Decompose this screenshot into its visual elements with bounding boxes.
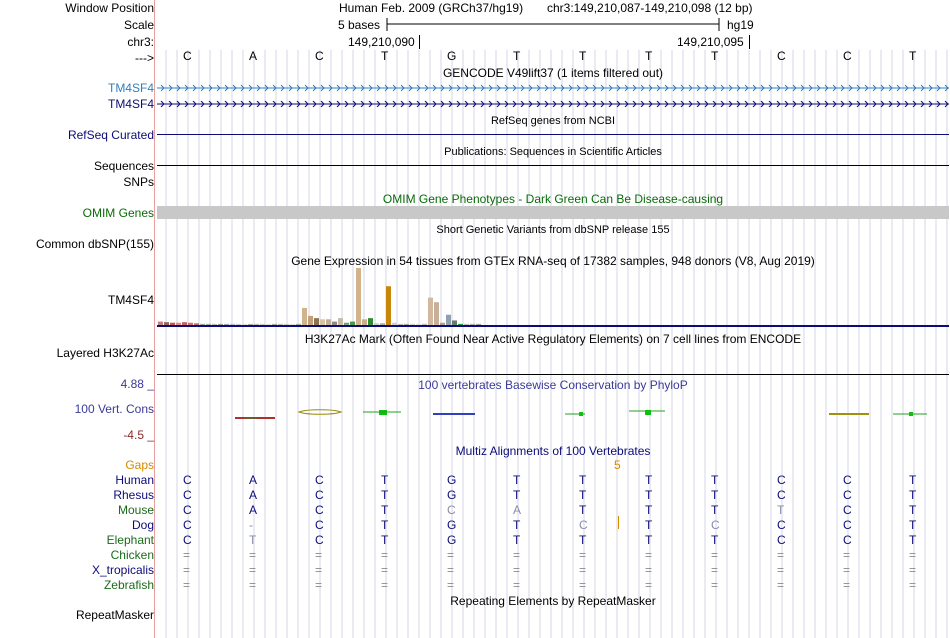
aligned-base: C (843, 518, 852, 532)
aligned-base: = (447, 563, 455, 577)
reference-base: G (447, 49, 457, 63)
gencode-track-label-1[interactable]: TM4SF4 (107, 81, 154, 95)
omim-label[interactable]: OMIM Genes (82, 206, 154, 220)
aligned-base: = (381, 548, 389, 562)
aligned-base: = (645, 548, 653, 562)
species-label[interactable]: Chicken (110, 548, 154, 562)
gtex-tissue-bar (176, 323, 181, 325)
aligned-base: T (711, 533, 719, 547)
species-label[interactable]: Dog (131, 518, 154, 532)
aligned-base: = (777, 578, 785, 592)
aligned-base: C (315, 518, 324, 532)
gtex-tissue-bar (452, 320, 457, 325)
aligned-base: T (711, 488, 719, 502)
gtex-tissue-bar (236, 324, 241, 325)
gaps-label: Gaps (125, 458, 154, 472)
aligned-base: T (579, 533, 587, 547)
gtex-tissue-bar (446, 315, 451, 325)
gtex-tissue-bar (266, 324, 271, 325)
gtex-tissue-bar (182, 322, 187, 325)
aligned-base: G (447, 533, 457, 547)
aligned-base: = (579, 578, 587, 592)
phylop-max: 4.88 _ (120, 377, 154, 391)
publications-title[interactable]: Publications: Sequences in Scientific Articles (444, 146, 662, 158)
window-position-label: Window Position (65, 1, 154, 15)
gtex-tissue-bar (254, 324, 259, 325)
reference-base: T (579, 49, 587, 63)
aligned-base: C (843, 503, 852, 517)
reference-base: C (183, 49, 192, 63)
aligned-base: = (249, 548, 257, 562)
gtex-tissue-bar (188, 323, 193, 325)
aligned-base: T (381, 533, 389, 547)
aligned-base: = (711, 563, 719, 577)
aligned-base: T (909, 533, 917, 547)
gtex-tissue-bar (416, 324, 421, 325)
aligned-base: = (315, 548, 323, 562)
aligned-base: = (777, 563, 785, 577)
repeatmasker-label[interactable]: RepeatMasker (75, 608, 154, 622)
reference-base: T (513, 49, 521, 63)
aligned-base: = (381, 563, 389, 577)
gtex-tissue-bar (320, 319, 325, 325)
aligned-base: A (249, 503, 258, 517)
aligned-base: = (711, 578, 719, 592)
gtex-tissue-bar (344, 323, 349, 325)
gtex-tissue-bar (476, 324, 481, 325)
gtex-tissue-bar (386, 286, 391, 325)
aligned-base: T (645, 518, 653, 532)
aligned-base: T (579, 503, 587, 517)
refseq-title[interactable]: RefSeq genes from NCBI (490, 115, 616, 127)
reference-base: C (315, 49, 324, 63)
aligned-base: T (513, 473, 521, 487)
gtex-tissue-bar (308, 316, 313, 325)
gtex-tissue-bar (464, 324, 469, 325)
gtex-tissue-bar (380, 323, 385, 325)
aligned-base: T (249, 533, 257, 547)
scale-db: hg19 (727, 18, 754, 32)
aligned-base: = (183, 578, 191, 592)
aligned-base: = (381, 578, 389, 592)
dbsnp-label[interactable]: Common dbSNP(155) (35, 237, 154, 251)
aligned-base: C (183, 533, 192, 547)
aligned-base: T (381, 518, 389, 532)
aligned-base: C (777, 488, 786, 502)
aligned-base: C (843, 488, 852, 502)
aligned-base: = (183, 563, 191, 577)
gtex-expression-chart[interactable] (157, 268, 949, 330)
aligned-base: T (909, 503, 917, 517)
h3k27ac-baseline (157, 374, 949, 375)
aligned-base: = (909, 578, 917, 592)
publications-line[interactable] (157, 165, 949, 166)
scale-size-label: 5 bases (338, 18, 381, 32)
phylop-min: -4.5 _ (123, 428, 154, 442)
refseq-gene-line[interactable] (157, 134, 949, 135)
gtex-tissue-bar (398, 324, 403, 325)
chrom-tick-left (419, 35, 420, 49)
gtex-tissue-bar (392, 323, 397, 325)
gtex-tissue-bar (290, 324, 295, 325)
aligned-base: = (843, 548, 851, 562)
aligned-base: = (513, 578, 521, 592)
aligned-base: T (711, 473, 719, 487)
gtex-tissue-bar (434, 302, 439, 325)
aligned-base: T (381, 473, 389, 487)
gtex-tissue-bar (278, 324, 283, 325)
gtex-tissue-bar (314, 318, 319, 325)
species-label[interactable]: X_tropicalis (91, 563, 154, 577)
aligned-base: C (843, 473, 852, 487)
aligned-base: T (645, 473, 653, 487)
aligned-base: = (843, 578, 851, 592)
gtex-tissue-bar (302, 308, 307, 325)
aligned-base: A (513, 503, 522, 517)
aligned-base: = (843, 563, 851, 577)
reference-base: T (381, 49, 389, 63)
chrom-label: chr3: (127, 35, 154, 49)
gtex-tissue-bar (422, 324, 427, 325)
gtex-tissue-bar (260, 324, 265, 325)
aligned-base: T (909, 488, 917, 502)
species-label[interactable]: Zebrafish (103, 578, 154, 592)
aligned-base: C (447, 503, 456, 517)
gtex-tissue-bar (332, 322, 337, 325)
h3k27ac-title[interactable]: H3K27Ac Mark (Often Found Near Active Regulatory Elements) on 7 cell lines from ENCODE (304, 332, 802, 346)
gtex-tissue-bar (458, 324, 463, 325)
aligned-base: = (447, 548, 455, 562)
gtex-tissue-bar (164, 322, 169, 325)
reference-base: C (843, 49, 852, 63)
aligned-base: G (447, 473, 457, 487)
aligned-base: T (777, 503, 785, 517)
species-label[interactable]: Mouse (117, 503, 154, 517)
gencode-title[interactable]: GENCODE V49lift37 (1 items filtered out) (442, 66, 664, 80)
aligned-base: C (183, 518, 192, 532)
aligned-base: T (381, 488, 389, 502)
reference-base: T (711, 49, 719, 63)
gtex-tissue-bar (356, 268, 361, 325)
gtex-tissue-bar (440, 323, 445, 325)
gtex-tissue-bar (284, 324, 289, 325)
gtex-tissue-bar (404, 324, 409, 325)
aligned-base: T (381, 503, 389, 517)
gtex-tissue-bar (470, 324, 475, 325)
reference-base: T (909, 49, 917, 63)
species-label[interactable]: Elephant (106, 533, 154, 547)
omim-phenotype-bar[interactable] (157, 206, 949, 219)
gtex-tissue-bar (224, 324, 229, 325)
scale-label: Scale (123, 18, 154, 32)
gtex-tissue-bar (194, 323, 199, 325)
snps-label[interactable]: SNPs (123, 175, 154, 189)
aligned-base: = (645, 563, 653, 577)
gtex-tissue-bar (170, 323, 175, 325)
scale-bar (386, 16, 721, 34)
omim-title[interactable]: OMIM Gene Phenotypes - Dark Green Can Be Disease-causing (382, 192, 724, 206)
aligned-base: C (777, 518, 786, 532)
reference-base: A (249, 49, 258, 63)
aligned-base: = (249, 563, 257, 577)
aligned-base: T (711, 503, 719, 517)
gtex-tissue-bar (242, 324, 247, 325)
gtex-label[interactable]: TM4SF4 (107, 293, 154, 307)
aligned-base: = (183, 548, 191, 562)
publications-label[interactable]: Sequences (93, 159, 154, 173)
aligned-base: G (447, 488, 457, 502)
aligned-base: T (645, 503, 653, 517)
aligned-base: T (645, 533, 653, 547)
aligned-base: = (249, 578, 257, 592)
reference-base: T (645, 49, 653, 63)
position-range[interactable]: chr3:149,210,087-149,210,098 (12 bp) (547, 1, 753, 15)
aligned-base: T (909, 473, 917, 487)
gap-insertion-marker[interactable] (618, 516, 619, 529)
gtex-tissue-bar (272, 324, 277, 325)
repeatmasker-title[interactable]: Repeating Elements by RepeatMasker (450, 594, 656, 608)
aligned-base: C (315, 503, 324, 517)
gencode-transcript-2[interactable] (157, 99, 949, 109)
gtex-tissue-bar (362, 319, 367, 325)
gencode-track-label-2[interactable]: TM4SF4 (107, 97, 154, 111)
reference-base: C (777, 49, 786, 63)
aligned-base: C (579, 518, 588, 532)
aligned-base: T (513, 518, 521, 532)
aligned-base: C (777, 533, 786, 547)
aligned-base: = (513, 548, 521, 562)
aligned-base: C (183, 473, 192, 487)
gtex-tissue-bar (158, 322, 163, 325)
aligned-base: G (447, 518, 457, 532)
h3k27ac-label[interactable]: Layered H3K27Ac (56, 346, 154, 360)
assembly-name: Human Feb. 2009 (GRCh37/hg19) (339, 1, 524, 15)
chrom-pos-right: 149,210,095 (677, 35, 744, 49)
refseq-label[interactable]: RefSeq Curated (67, 128, 154, 142)
aligned-base: C (315, 488, 324, 502)
gencode-transcript-1[interactable] (157, 83, 949, 93)
aligned-base: T (513, 533, 521, 547)
gtex-tissue-bar (200, 324, 205, 325)
gtex-tissue-bar (230, 324, 235, 325)
multiz-title[interactable]: Multiz Alignments of 100 Vertebrates (455, 444, 651, 458)
gtex-tissue-bar (248, 324, 253, 325)
aligned-base: = (711, 548, 719, 562)
aligned-base: = (909, 548, 917, 562)
aligned-base: C (315, 473, 324, 487)
aligned-base: = (645, 578, 653, 592)
gtex-tissue-bar (212, 324, 217, 325)
dbsnp-title[interactable]: Short Genetic Variants from dbSNP release 155 (436, 224, 670, 236)
aligned-base: C (777, 473, 786, 487)
aligned-base: = (447, 578, 455, 592)
aligned-base: = (513, 563, 521, 577)
aligned-base: T (513, 488, 521, 502)
aligned-base: C (183, 488, 192, 502)
aligned-base: T (645, 488, 653, 502)
gtex-tissue-bar (296, 324, 301, 325)
chrom-tick-right (749, 35, 750, 49)
phylop-title[interactable]: 100 vertebrates Basewise Conservation by PhyloP (418, 378, 688, 392)
chrom-pos-left: 149,210,090 (348, 35, 415, 49)
gtex-tissue-bar (368, 318, 373, 325)
gtex-tissue-bar (218, 324, 223, 325)
aligned-base: C (711, 518, 720, 532)
strand-label: ---> (135, 51, 154, 65)
aligned-base: A (249, 473, 258, 487)
aligned-base: = (579, 563, 587, 577)
gtex-tissue-bar (206, 324, 211, 325)
aligned-base: - (249, 518, 253, 532)
aligned-base: C (315, 533, 324, 547)
aligned-base: T (579, 488, 587, 502)
aligned-base: = (315, 578, 323, 592)
phylop-signal[interactable] (157, 406, 949, 422)
aligned-base: = (579, 548, 587, 562)
aligned-base: C (843, 533, 852, 547)
gtex-tissue-bar (326, 319, 331, 325)
gtex-tissue-bar (350, 322, 355, 325)
species-label[interactable]: Human (115, 473, 154, 487)
aligned-base: A (249, 488, 258, 502)
species-label[interactable]: Rhesus (113, 488, 154, 502)
phylop-label[interactable]: 100 Vert. Cons (74, 402, 154, 416)
aligned-base: T (909, 518, 917, 532)
aligned-base: T (579, 473, 587, 487)
gtex-tissue-bar (428, 298, 433, 325)
gtex-tissue-bar (338, 318, 343, 325)
gtex-title[interactable]: Gene Expression in 54 tissues from GTEx RNA-seq of 17382 samples, 948 donors (V8, Aug 2019) (291, 254, 815, 268)
gap-count[interactable]: 5 (614, 458, 621, 472)
aligned-base: C (183, 503, 192, 517)
aligned-base: = (315, 563, 323, 577)
aligned-base: = (909, 563, 917, 577)
gtex-tissue-bar (374, 323, 379, 325)
aligned-base: = (777, 548, 785, 562)
gtex-tissue-bar (410, 324, 415, 325)
